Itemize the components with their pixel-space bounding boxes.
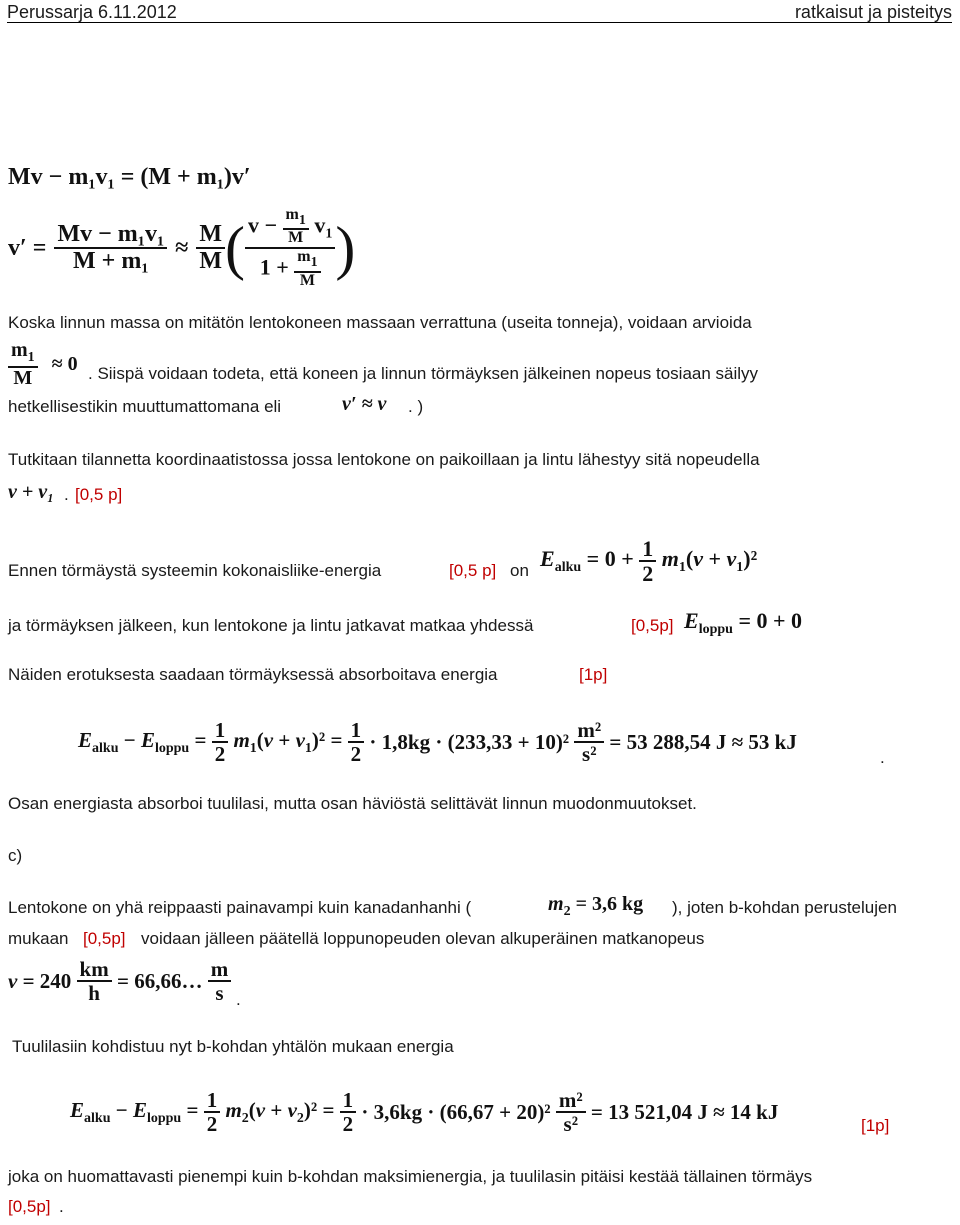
points-initial-energy: [0,5 p] — [449, 561, 497, 580]
equation-relative-speed: v + v₁ — [8, 481, 55, 503]
period: . — [236, 990, 241, 1009]
paragraph-velocity-unchanged: hetkellisestikin muuttumattomana eli — [8, 397, 282, 416]
header-right: ratkaisut ja pisteitys — [794, 2, 952, 22]
equation-e-loppu: $E_{loppu} = 0 + 0$ — [684, 608, 803, 637]
m-over-m-fraction: $\frac{M}{M}$ — [196, 222, 225, 274]
period: . — [59, 1197, 64, 1216]
v-prime-fraction — [54, 222, 167, 274]
equation-v-prime: v′ = $\frac{\text{Mv − m₁v₁}}{\text{M + m₁}}$ ≈ $\frac{M}{M}$ ( v − $\frac{m1}{M}$ $v_1$ 1 + $\frac{m1}{M}$ ) — [8, 205, 356, 289]
section-c-label: c) — [8, 846, 23, 865]
equation-e-alku: $E_{alku} = 0$ + $\frac{1}{2}$ $m_1(v + v_1)^2$ — [540, 536, 758, 587]
equation-energy-difference-b: $E_{alku} - E_{loppu}$ = $\frac{1}{2}$ $m_1(v + v_1)^2$ = $\frac{1}{2}$ · 1,8kg · (233,33 + 10)² $\frac{\text{m²}}{\text{s²}}$ = 53 288,54 J ≈ 53 kJ — [78, 717, 797, 766]
period: . — [880, 748, 885, 767]
paragraph-absorbed-energy: Näiden erotuksesta saadaan törmäyksessä absorboitava energia — [8, 665, 498, 684]
points-windshield-energy: [1p] — [861, 1116, 890, 1135]
paragraph-coordinate-frame: Tutkitaan tilannetta koordinaatistossa jossa lentokone on paikoillaan ja lintu lähestyy sitä nopeudella — [8, 450, 760, 469]
paragraph-conclusion: . Siispä voidaan todeta, että koneen ja linnun törmäyksen jälkeinen nopeus tosiaan säilyy — [88, 364, 759, 383]
equation-momentum: Mv − m₁v₁ = (M + m₁)v′ — [8, 164, 251, 190]
header-left: Perussarja 6.11.2012 — [7, 2, 177, 22]
equation-v-prime-approx-v: v′ ≈ v — [342, 393, 387, 415]
paragraph-speed-intro: mukaan — [8, 929, 69, 948]
paragraph-final-energy: ja törmäyksen jälkeen, kun lentokone ja lintu jatkavat matkaa yhdessä — [8, 616, 534, 635]
equation-speed: v = 240 $\frac{km}{h}$ = 66,66… $\frac{m}{s}$ — [8, 955, 231, 1007]
paragraph-final-conclusion: joka on huomattavasti pienempi kuin b-kohdan maksimienergia, ja tuulilasin pitäisi kestää tällainen törmäys — [8, 1167, 813, 1186]
paragraph-windshield-energy: Tuulilasiin kohdistuu nyt b-kohdan yhtälön mukaan energia — [12, 1037, 454, 1056]
points-speed: [0,5p] — [83, 929, 126, 948]
points-final: [0,5p] — [8, 1197, 51, 1216]
header-divider — [7, 22, 952, 23]
points-relative-speed: [0,5 p] — [75, 485, 123, 504]
word-on: on — [510, 561, 529, 580]
v-prime-numerator: Mv − m₁v₁ — [54, 222, 167, 249]
points-absorbed-energy: [1p] — [579, 665, 608, 684]
paragraph-velocity-unchanged-end: . ) — [408, 397, 424, 416]
equation-mass-ratio: $\frac{m_1}{M}$ ≈ 0 — [8, 340, 78, 389]
v-prime-lhs: v′ = — [8, 234, 47, 261]
equation-energy-difference-c: $E_{alku} - E_{loppu}$ = $\frac{1}{2}$ $m_2(v + v_2)^2$ = $\frac{1}{2}$ · 3,6kg · (66,67 + 20)² $\frac{\text{m²}}{\text{s²}}$ = 13 521,04 J ≈ 14 kJ — [70, 1087, 779, 1136]
paragraph-windshield: Osan energiasta absorboi tuulilasi, mutta osan häviöstä selittävät linnun muodonmuutokset. — [8, 794, 697, 813]
v-prime-denominator: M + m₁ — [73, 248, 149, 274]
equation-m2: $m_2 = 3,6$ kg — [548, 893, 644, 919]
period: . — [64, 485, 69, 504]
paragraph-speed-rest: voidaan jälleen päätellä loppunopeuden olevan alkuperäinen matkanopeus — [141, 929, 705, 948]
paragraph-initial-energy: Ennen törmäystä systeemin kokonaisliike-energia — [8, 561, 382, 580]
paragraph-mass-comparison: Koska linnun massa on mitätön lentokoneen massaan verrattuna (useita tonneja), voidaan arvioida — [8, 313, 752, 332]
paragraph-goose: Lentokone on yhä reippaasti painavampi kuin kanadanhanhi ( — [8, 898, 472, 917]
v-prime-inner-fraction: v − $\frac{m1}{M}$ $v_1$ 1 + $\frac{m1}{M}$ — [245, 207, 335, 290]
points-final-energy: [0,5p] — [631, 616, 674, 635]
paragraph-goose-end: ), joten b-kohdan perustelujen — [672, 898, 897, 917]
